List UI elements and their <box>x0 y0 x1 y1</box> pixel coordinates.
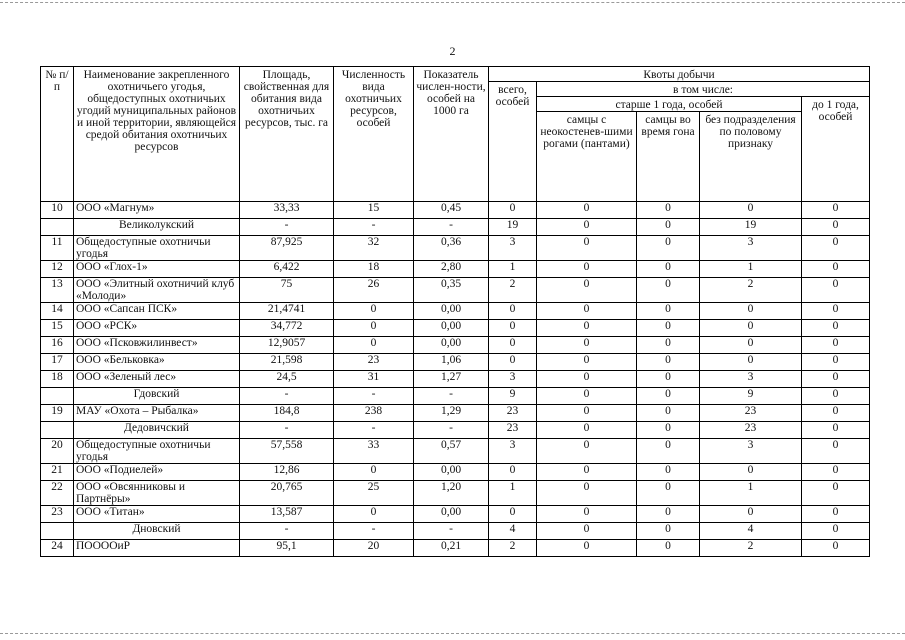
row-males-antlers: 0 <box>537 371 637 388</box>
row-males-antlers: 0 <box>537 439 637 464</box>
header-males-antlers: самцы с неокостенев-шими рогами (пантами) <box>537 112 637 202</box>
row-count: 0 <box>334 303 414 320</box>
row-area: 21,4741 <box>240 303 334 320</box>
row-name: Великолукский <box>74 219 240 236</box>
row-num: 16 <box>41 337 74 354</box>
row-num: 19 <box>41 405 74 422</box>
table-row <box>41 278 870 303</box>
header-num: № п/п <box>41 67 74 202</box>
row-num <box>41 523 74 540</box>
district-row <box>41 422 870 439</box>
row-name: Общедоступные охотничьи угодья <box>74 236 240 261</box>
row-total: 9 <box>489 388 537 405</box>
row-name: ПООООиР <box>74 540 240 557</box>
row-density: 1,20 <box>414 481 489 506</box>
row-density: 0,00 <box>414 337 489 354</box>
row-males-rut: 0 <box>637 278 700 303</box>
row-under1: 0 <box>802 202 870 219</box>
page-number: 2 <box>449 44 456 58</box>
row-num: 24 <box>41 540 74 557</box>
row-total: 0 <box>489 337 537 354</box>
row-total: 23 <box>489 405 537 422</box>
row-density: 0,57 <box>414 439 489 464</box>
row-no-sex: 4 <box>700 523 802 540</box>
row-no-sex: 19 <box>700 219 802 236</box>
header-density: Показатель числен-ности, особей на 1000 га <box>414 67 489 202</box>
row-count: 0 <box>334 320 414 337</box>
district-row <box>41 388 870 405</box>
row-males-antlers: 0 <box>537 481 637 506</box>
row-total: 1 <box>489 261 537 278</box>
row-total: 0 <box>489 506 537 523</box>
row-under1: 0 <box>802 337 870 354</box>
row-males-antlers: 0 <box>537 540 637 557</box>
row-males-antlers: 0 <box>537 320 637 337</box>
table-row <box>41 354 870 371</box>
row-density: 0,45 <box>414 202 489 219</box>
row-count: 18 <box>334 261 414 278</box>
row-num <box>41 388 74 405</box>
row-males-antlers: 0 <box>537 236 637 261</box>
row-under1: 0 <box>802 481 870 506</box>
row-under1: 0 <box>802 422 870 439</box>
row-name: Дедовичский <box>74 422 240 439</box>
row-density: 0,35 <box>414 278 489 303</box>
row-num: 18 <box>41 371 74 388</box>
row-total: 0 <box>489 320 537 337</box>
row-name: ООО «Бельковка» <box>74 354 240 371</box>
row-name: ООО «РСК» <box>74 320 240 337</box>
row-males-antlers: 0 <box>537 202 637 219</box>
row-name: ООО «Глох-1» <box>74 261 240 278</box>
table-row <box>41 371 870 388</box>
row-density: - <box>414 219 489 236</box>
row-males-antlers: 0 <box>537 278 637 303</box>
row-males-antlers: 0 <box>537 405 637 422</box>
row-num: 11 <box>41 236 74 261</box>
row-num: 23 <box>41 506 74 523</box>
row-males-rut: 0 <box>637 261 700 278</box>
row-total: 3 <box>489 371 537 388</box>
table-row <box>41 464 870 481</box>
row-males-rut: 0 <box>637 219 700 236</box>
row-count: - <box>334 219 414 236</box>
row-males-rut: 0 <box>637 481 700 506</box>
row-name: Дновский <box>74 523 240 540</box>
row-name: ООО «Псковжилинвест» <box>74 337 240 354</box>
table-row <box>41 337 870 354</box>
row-under1: 0 <box>802 219 870 236</box>
row-under1: 0 <box>802 405 870 422</box>
row-under1: 0 <box>802 540 870 557</box>
row-density: 0,00 <box>414 506 489 523</box>
row-males-rut: 0 <box>637 337 700 354</box>
row-males-rut: 0 <box>637 540 700 557</box>
row-density: - <box>414 523 489 540</box>
row-total: 0 <box>489 354 537 371</box>
row-no-sex: 2 <box>700 278 802 303</box>
row-area: 184,8 <box>240 405 334 422</box>
row-count: 31 <box>334 371 414 388</box>
row-density: 0,00 <box>414 303 489 320</box>
row-count: 0 <box>334 506 414 523</box>
district-row <box>41 523 870 540</box>
row-under1: 0 <box>802 388 870 405</box>
row-no-sex: 9 <box>700 388 802 405</box>
row-name: ООО «Магнум» <box>74 202 240 219</box>
row-num: 17 <box>41 354 74 371</box>
row-total: 0 <box>489 303 537 320</box>
row-under1: 0 <box>802 464 870 481</box>
row-area: - <box>240 422 334 439</box>
header-including: в том числе: <box>537 82 870 97</box>
row-count: - <box>334 422 414 439</box>
row-area: 12,9057 <box>240 337 334 354</box>
row-num: 13 <box>41 278 74 303</box>
row-num: 12 <box>41 261 74 278</box>
table-row <box>41 439 870 464</box>
row-count: - <box>334 388 414 405</box>
row-density: 1,06 <box>414 354 489 371</box>
row-num: 20 <box>41 439 74 464</box>
header-total: всего, особей <box>489 82 537 202</box>
row-name: ООО «Титан» <box>74 506 240 523</box>
row-num <box>41 422 74 439</box>
row-num: 14 <box>41 303 74 320</box>
row-area: - <box>240 388 334 405</box>
row-name: Гдовский <box>74 388 240 405</box>
header-count: Численность вида охотничьих ресурсов, особей <box>334 67 414 202</box>
header-under1: до 1 года, особей <box>802 97 870 202</box>
row-num: 22 <box>41 481 74 506</box>
row-total: 0 <box>489 202 537 219</box>
row-under1: 0 <box>802 371 870 388</box>
row-males-rut: 0 <box>637 303 700 320</box>
table-body <box>41 202 870 557</box>
header-quota: Квоты добычи <box>489 67 870 82</box>
row-count: 0 <box>334 464 414 481</box>
scan-edge-bottom <box>0 633 905 634</box>
row-count: - <box>334 523 414 540</box>
row-males-antlers: 0 <box>537 261 637 278</box>
table-row <box>41 481 870 506</box>
row-name: Общедоступные охотничьи угодья <box>74 439 240 464</box>
row-name: ООО «Сапсан ПСК» <box>74 303 240 320</box>
row-area: 34,772 <box>240 320 334 337</box>
row-density: 0,36 <box>414 236 489 261</box>
row-density: - <box>414 422 489 439</box>
quota-table <box>40 66 870 557</box>
row-name: ООО «Зеленый лес» <box>74 371 240 388</box>
row-count: 238 <box>334 405 414 422</box>
row-count: 23 <box>334 354 414 371</box>
row-under1: 0 <box>802 523 870 540</box>
row-no-sex: 0 <box>700 337 802 354</box>
row-density: - <box>414 388 489 405</box>
row-density: 2,80 <box>414 261 489 278</box>
row-area: 13,587 <box>240 506 334 523</box>
row-no-sex: 23 <box>700 405 802 422</box>
table-row <box>41 261 870 278</box>
row-total: 3 <box>489 439 537 464</box>
row-no-sex: 1 <box>700 261 802 278</box>
row-total: 3 <box>489 236 537 261</box>
row-no-sex: 1 <box>700 481 802 506</box>
row-num <box>41 219 74 236</box>
row-males-rut: 0 <box>637 320 700 337</box>
row-no-sex: 0 <box>700 506 802 523</box>
row-males-rut: 0 <box>637 439 700 464</box>
row-count: 20 <box>334 540 414 557</box>
row-males-rut: 0 <box>637 371 700 388</box>
row-name: ООО «Элитный охотничий клуб «Молоди» <box>74 278 240 303</box>
row-area: 75 <box>240 278 334 303</box>
row-count: 32 <box>334 236 414 261</box>
row-total: 23 <box>489 422 537 439</box>
row-area: - <box>240 523 334 540</box>
row-males-antlers: 0 <box>537 337 637 354</box>
row-males-antlers: 0 <box>537 388 637 405</box>
row-area: 95,1 <box>240 540 334 557</box>
row-males-antlers: 0 <box>537 464 637 481</box>
row-no-sex: 0 <box>700 202 802 219</box>
row-males-antlers: 0 <box>537 422 637 439</box>
row-total: 0 <box>489 464 537 481</box>
header-older: старше 1 года, особей <box>537 97 802 112</box>
row-under1: 0 <box>802 236 870 261</box>
row-males-rut: 0 <box>637 464 700 481</box>
row-area: 33,33 <box>240 202 334 219</box>
row-total: 2 <box>489 540 537 557</box>
row-num: 15 <box>41 320 74 337</box>
row-no-sex: 0 <box>700 464 802 481</box>
row-males-antlers: 0 <box>537 303 637 320</box>
row-density: 1,27 <box>414 371 489 388</box>
row-males-antlers: 0 <box>537 219 637 236</box>
row-no-sex: 23 <box>700 422 802 439</box>
row-count: 0 <box>334 337 414 354</box>
table-row <box>41 540 870 557</box>
row-total: 2 <box>489 278 537 303</box>
row-density: 1,29 <box>414 405 489 422</box>
table-row <box>41 202 870 219</box>
row-density: 0,00 <box>414 320 489 337</box>
row-no-sex: 0 <box>700 303 802 320</box>
row-under1: 0 <box>802 354 870 371</box>
row-area: 21,598 <box>240 354 334 371</box>
row-num: 10 <box>41 202 74 219</box>
row-males-rut: 0 <box>637 236 700 261</box>
row-area: 24,5 <box>240 371 334 388</box>
row-under1: 0 <box>802 320 870 337</box>
scan-edge-top <box>0 2 905 3</box>
row-males-rut: 0 <box>637 422 700 439</box>
row-density: 0,00 <box>414 464 489 481</box>
header-males-rut: самцы во время гона <box>637 112 700 202</box>
row-area: - <box>240 219 334 236</box>
row-name: ООО «Овсянниковы и Партнёры» <box>74 481 240 506</box>
row-count: 15 <box>334 202 414 219</box>
row-males-rut: 0 <box>637 354 700 371</box>
row-no-sex: 0 <box>700 320 802 337</box>
district-row <box>41 219 870 236</box>
row-under1: 0 <box>802 261 870 278</box>
row-under1: 0 <box>802 303 870 320</box>
row-density: 0,21 <box>414 540 489 557</box>
table-row <box>41 405 870 422</box>
row-count: 25 <box>334 481 414 506</box>
row-area: 87,925 <box>240 236 334 261</box>
row-num: 21 <box>41 464 74 481</box>
row-total: 19 <box>489 219 537 236</box>
header-no-sex: без подразделения по половому признаку <box>700 112 802 202</box>
row-males-rut: 0 <box>637 405 700 422</box>
row-no-sex: 3 <box>700 371 802 388</box>
header-area: Площадь, свойственная для обитания вида охотничьих ресурсов, тыс. га <box>240 67 334 202</box>
row-area: 57,558 <box>240 439 334 464</box>
table-row <box>41 506 870 523</box>
row-total: 4 <box>489 523 537 540</box>
row-no-sex: 3 <box>700 236 802 261</box>
row-males-antlers: 0 <box>537 523 637 540</box>
table-row <box>41 303 870 320</box>
row-males-antlers: 0 <box>537 506 637 523</box>
row-area: 6,422 <box>240 261 334 278</box>
row-area: 12,86 <box>240 464 334 481</box>
row-males-rut: 0 <box>637 202 700 219</box>
row-name: ООО «Подиелей» <box>74 464 240 481</box>
row-males-rut: 0 <box>637 388 700 405</box>
row-males-antlers: 0 <box>537 354 637 371</box>
row-name: МАУ «Охота – Рыбалка» <box>74 405 240 422</box>
row-no-sex: 0 <box>700 354 802 371</box>
header-name: Наименование закрепленного охотничьего угодья, общедоступных охотничьих угодий муниципальных районов и иной территории, являющейся средой обитания охотничьих ресурсов <box>74 67 240 202</box>
row-area: 20,765 <box>240 481 334 506</box>
row-under1: 0 <box>802 439 870 464</box>
table-row <box>41 236 870 261</box>
row-no-sex: 3 <box>700 439 802 464</box>
row-under1: 0 <box>802 506 870 523</box>
row-males-rut: 0 <box>637 506 700 523</box>
row-count: 26 <box>334 278 414 303</box>
row-males-rut: 0 <box>637 523 700 540</box>
row-under1: 0 <box>802 278 870 303</box>
row-total: 1 <box>489 481 537 506</box>
row-count: 33 <box>334 439 414 464</box>
row-no-sex: 2 <box>700 540 802 557</box>
table-row <box>41 320 870 337</box>
